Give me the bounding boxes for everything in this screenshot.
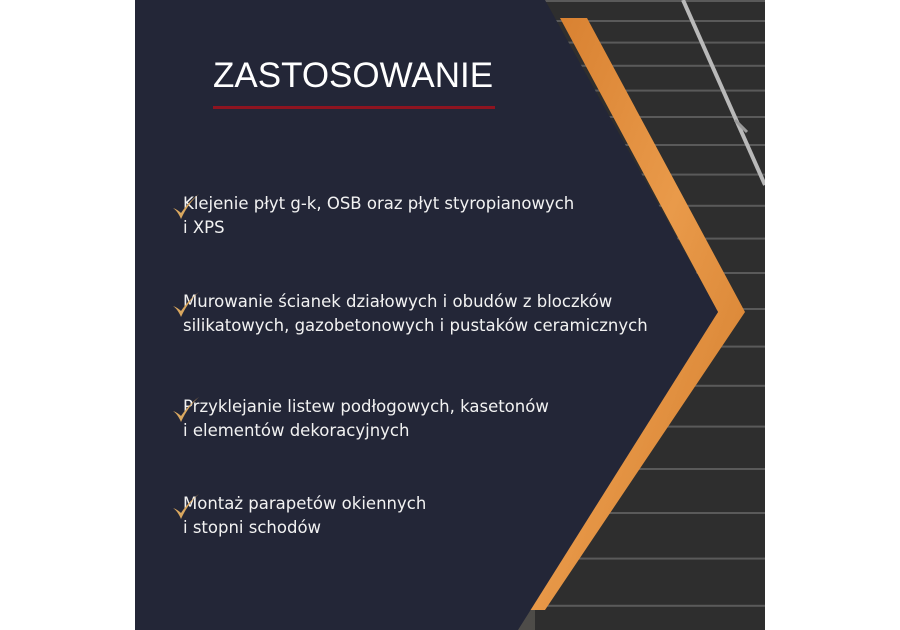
stair-step: [535, 605, 765, 630]
stair-edge: [535, 0, 765, 2]
check-icon: [171, 395, 201, 425]
list-item: [171, 192, 671, 240]
check-icon: [171, 492, 201, 522]
list-item: [171, 492, 671, 540]
item-line: Montaż parapetów okiennych: [183, 494, 427, 513]
item-line: Przyklejanie listew podłogowych, kasetonów: [183, 397, 549, 416]
item-line: silikatowych, gazobetonowych i pustaków ceramicznych: [183, 316, 648, 335]
item-line: i stopni schodów: [183, 518, 322, 537]
title-underline: [213, 106, 495, 109]
item-line: Murowanie ścianek działowych i obudów z bloczków: [183, 292, 613, 311]
list-item: [171, 395, 671, 443]
check-icon: [171, 192, 201, 222]
list-item: [171, 290, 671, 338]
check-icon: [171, 290, 201, 320]
item-line: i elementów dekoracyjnych: [183, 421, 410, 440]
stair-edge: [535, 42, 765, 44]
page-title: ZASTOSOWANIE: [213, 56, 494, 95]
item-line: i XPS: [183, 218, 225, 237]
stair-step: [535, 0, 765, 20]
poster-graphic: [135, 0, 765, 630]
stair-edge: [535, 605, 765, 607]
item-line: Klejenie płyt g-k, OSB oraz płyt styropianowych: [183, 194, 575, 213]
